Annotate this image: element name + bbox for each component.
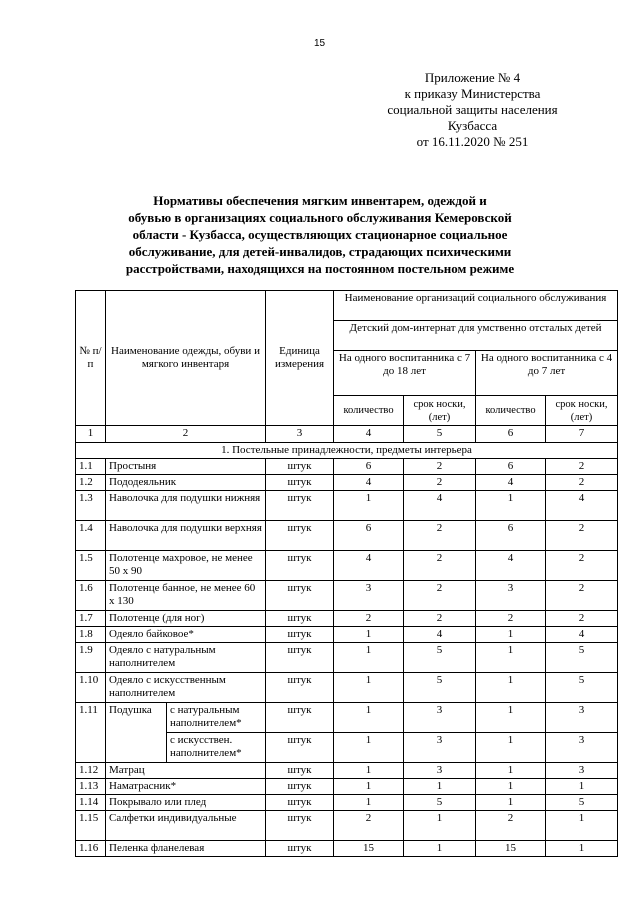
- row-name: Полотенце махровое, не менее 50 х 90: [106, 551, 266, 581]
- row-term: 3: [546, 703, 618, 733]
- row-term: 2: [404, 475, 476, 491]
- row-name: Одеяло с искусственным наполнителем: [106, 673, 266, 703]
- row-qty: 1: [334, 673, 404, 703]
- row-qty: 15: [476, 841, 546, 857]
- row-qty: 1: [476, 627, 546, 643]
- row-unit: штук: [266, 811, 334, 841]
- title-line: области - Кузбасса, осуществляющих стационарное социальное: [132, 227, 508, 242]
- row-name: Покрывало или плед: [106, 795, 266, 811]
- row-unit: штук: [266, 459, 334, 475]
- table-row: [76, 491, 618, 521]
- table-row: [76, 643, 618, 673]
- row-unit: штук: [266, 763, 334, 779]
- row-qty: 2: [476, 811, 546, 841]
- row-term: 1: [404, 841, 476, 857]
- row-name: Одеяло с натуральным наполнителем: [106, 643, 266, 673]
- header-term: срок носки, (лет): [546, 396, 618, 426]
- row-unit: штук: [266, 521, 334, 551]
- table-row: [76, 811, 618, 841]
- table-row: [76, 795, 618, 811]
- row-qty: 1: [334, 627, 404, 643]
- row-name: Наволочка для подушки верхняя: [106, 521, 266, 551]
- row-term: 5: [404, 673, 476, 703]
- row-term: 5: [546, 643, 618, 673]
- col-number: 1: [76, 426, 106, 443]
- row-qty: 4: [476, 551, 546, 581]
- row-num: 1.6: [76, 581, 106, 611]
- header-org: Наименование организаций социального обслуживания: [334, 291, 618, 321]
- appendix-block: [365, 70, 580, 150]
- row-term: 1: [404, 811, 476, 841]
- row-term: 2: [546, 459, 618, 475]
- row-unit: штук: [266, 673, 334, 703]
- row-num: 1.16: [76, 841, 106, 857]
- row-name: Полотенце банное, не менее 60 х 130: [106, 581, 266, 611]
- row-unit: штук: [266, 643, 334, 673]
- row-unit: штук: [266, 795, 334, 811]
- row-term: 3: [404, 763, 476, 779]
- table-row: [76, 673, 618, 703]
- row-qty: 1: [334, 795, 404, 811]
- row-term: 5: [404, 795, 476, 811]
- row-qty: 6: [476, 459, 546, 475]
- row-num: 1.3: [76, 491, 106, 521]
- header-name: Наименование одежды, обуви и мягкого инвентаря: [106, 291, 266, 426]
- row-name: Одеяло байковое*: [106, 627, 266, 643]
- table-row: [76, 611, 618, 627]
- col-number: 2: [106, 426, 266, 443]
- row-unit: штук: [266, 703, 334, 733]
- row-term: 3: [404, 703, 476, 733]
- row-qty: 3: [334, 581, 404, 611]
- row-term: 5: [404, 643, 476, 673]
- row-num: 1.12: [76, 763, 106, 779]
- row-term: 5: [546, 795, 618, 811]
- table-row: [76, 475, 618, 491]
- row-qty: 1: [476, 733, 546, 763]
- row-term: 2: [546, 521, 618, 551]
- row-num: 1.14: [76, 795, 106, 811]
- table-row: [76, 779, 618, 795]
- header-num: № п/п: [76, 291, 106, 426]
- row-name: Наматрасник*: [106, 779, 266, 795]
- col-number: 4: [334, 426, 404, 443]
- row-unit: штук: [266, 611, 334, 627]
- row-term: 2: [404, 459, 476, 475]
- row-term: 1: [546, 841, 618, 857]
- row-num: 1.1: [76, 459, 106, 475]
- table-row: [76, 703, 618, 733]
- row-num: 1.10: [76, 673, 106, 703]
- table-row: [76, 841, 618, 857]
- row-qty: 1: [334, 733, 404, 763]
- title-line: обслуживание, для детей-инвалидов, страдающих психическими: [128, 244, 512, 259]
- row-qty: 1: [476, 673, 546, 703]
- row-qty: 1: [334, 491, 404, 521]
- row-subname: с искусствен. наполнителем*: [167, 733, 266, 763]
- row-name: Пододеяльник: [106, 475, 266, 491]
- row-qty: 2: [476, 611, 546, 627]
- row-num: 1.4: [76, 521, 106, 551]
- table-row: [76, 551, 618, 581]
- row-qty: 4: [334, 475, 404, 491]
- header-group-7-18: На одного воспитанника с 7 до 18 лет: [334, 351, 476, 396]
- row-unit: штук: [266, 841, 334, 857]
- header-term: срок носки, (лет): [404, 396, 476, 426]
- row-qty: 6: [334, 521, 404, 551]
- appendix-line: социальной защиты населения: [387, 102, 558, 117]
- row-num: 1.2: [76, 475, 106, 491]
- row-name: Салфетки индивидуальные: [106, 811, 266, 841]
- row-term: 5: [546, 673, 618, 703]
- appendix-line: от 16.11.2020 № 251: [416, 134, 529, 149]
- row-term: 2: [546, 475, 618, 491]
- row-qty: 1: [334, 779, 404, 795]
- col-number: 3: [266, 426, 334, 443]
- row-qty: 1: [476, 779, 546, 795]
- row-term: 1: [546, 811, 618, 841]
- row-unit: штук: [266, 779, 334, 795]
- row-qty: 1: [476, 703, 546, 733]
- row-num: 1.9: [76, 643, 106, 673]
- row-name: Наволочка для подушки нижняя: [106, 491, 266, 521]
- row-term: 4: [404, 627, 476, 643]
- row-qty: 1: [476, 491, 546, 521]
- row-term: 4: [546, 627, 618, 643]
- norms-table: [75, 290, 618, 857]
- appendix-line: к приказу Министерства: [404, 86, 541, 101]
- row-num: 1.11: [76, 703, 106, 763]
- header-qty: количество: [334, 396, 404, 426]
- row-name: Простыня: [106, 459, 266, 475]
- row-num: 1.8: [76, 627, 106, 643]
- row-unit: штук: [266, 551, 334, 581]
- row-term: 2: [404, 611, 476, 627]
- row-term: 3: [546, 763, 618, 779]
- section-heading: 1. Постельные принадлежности, предметы интерьера: [76, 443, 618, 459]
- row-qty: 6: [476, 521, 546, 551]
- row-term: 3: [546, 733, 618, 763]
- row-name: Полотенце (для ног): [106, 611, 266, 627]
- row-name: Пеленка фланелевая: [106, 841, 266, 857]
- row-unit: штук: [266, 733, 334, 763]
- row-term: 2: [546, 581, 618, 611]
- row-term: 2: [404, 521, 476, 551]
- row-unit: штук: [266, 475, 334, 491]
- title-line: обувью в организациях социального обслуживания Кемеровской: [128, 210, 512, 225]
- header-group-4-7: На одного воспитанника с 4 до 7 лет: [476, 351, 618, 396]
- row-num: 1.13: [76, 779, 106, 795]
- table-row: [76, 521, 618, 551]
- page-number: 15: [313, 38, 326, 49]
- row-qty: 2: [334, 811, 404, 841]
- document-title: [60, 192, 580, 277]
- title-line: Нормативы обеспечения мягким инвентарем, одеждой и: [153, 193, 487, 208]
- row-name: Матрац: [106, 763, 266, 779]
- row-qty: 1: [476, 643, 546, 673]
- col-number: 7: [546, 426, 618, 443]
- appendix-line: Кузбасса: [447, 118, 498, 133]
- row-qty: 2: [334, 611, 404, 627]
- row-qty: 1: [334, 703, 404, 733]
- row-unit: штук: [266, 491, 334, 521]
- row-term: 4: [546, 491, 618, 521]
- table-row: [76, 627, 618, 643]
- row-term: 1: [404, 779, 476, 795]
- row-term: 4: [404, 491, 476, 521]
- row-term: 2: [546, 611, 618, 627]
- row-term: 2: [546, 551, 618, 581]
- row-subname: с натуральным наполнителем*: [167, 703, 266, 733]
- row-unit: штук: [266, 627, 334, 643]
- row-num: 1.7: [76, 611, 106, 627]
- col-number: 5: [404, 426, 476, 443]
- table-row: [76, 763, 618, 779]
- row-term: 2: [404, 581, 476, 611]
- col-number: 6: [476, 426, 546, 443]
- row-qty: 1: [476, 795, 546, 811]
- row-name: Подушка: [106, 703, 167, 763]
- appendix-line: Приложение № 4: [424, 70, 521, 85]
- row-qty: 1: [334, 643, 404, 673]
- header-org-sub: Детский дом-интернат для умственно отсталых детей: [334, 321, 618, 351]
- row-term: 2: [404, 551, 476, 581]
- row-qty: 4: [476, 475, 546, 491]
- row-qty: 1: [476, 763, 546, 779]
- header-qty: количество: [476, 396, 546, 426]
- table-row: [76, 581, 618, 611]
- title-line: расстройствами, находящихся на постоянном постельном режиме: [125, 261, 515, 276]
- table-row: [76, 459, 618, 475]
- row-qty: 6: [334, 459, 404, 475]
- header-unit: Единица измерения: [266, 291, 334, 426]
- row-unit: штук: [266, 581, 334, 611]
- row-term: 3: [404, 733, 476, 763]
- row-qty: 4: [334, 551, 404, 581]
- row-qty: 15: [334, 841, 404, 857]
- row-qty: 1: [334, 763, 404, 779]
- row-term: 1: [546, 779, 618, 795]
- row-num: 1.15: [76, 811, 106, 841]
- row-qty: 3: [476, 581, 546, 611]
- row-num: 1.5: [76, 551, 106, 581]
